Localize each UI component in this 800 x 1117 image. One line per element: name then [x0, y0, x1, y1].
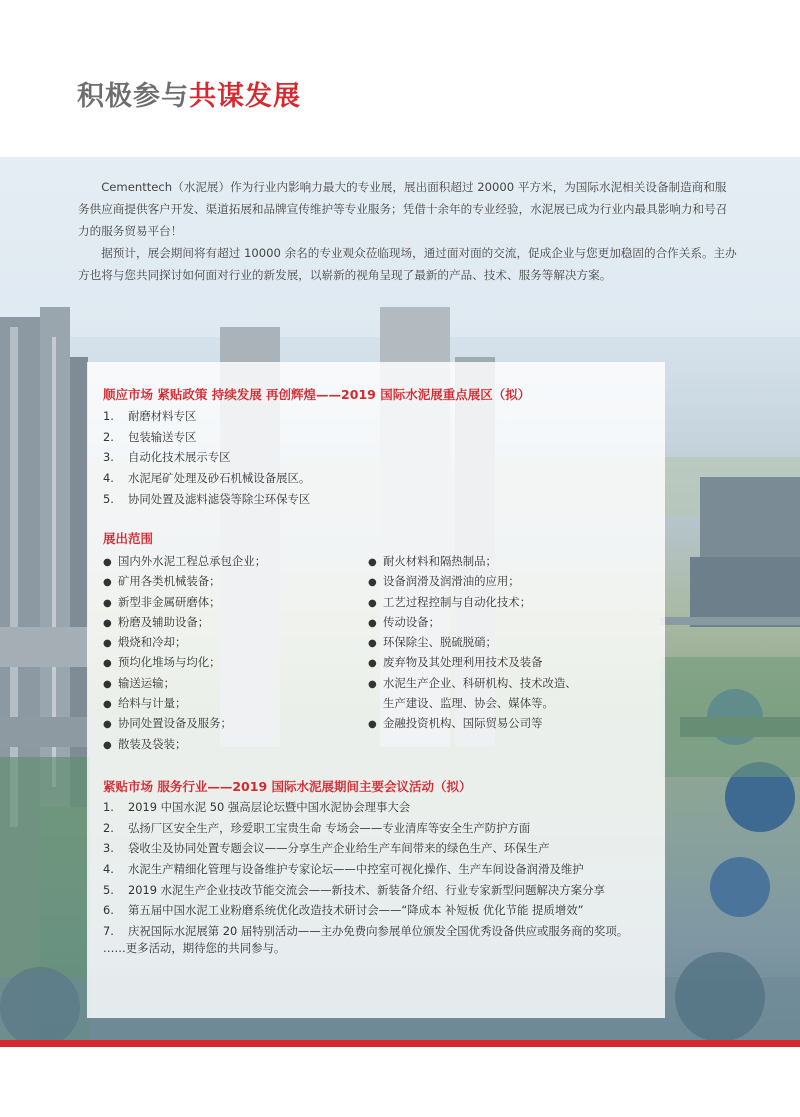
list-item: ● 水泥生产企业、科研机构、技术改造、 [368, 675, 577, 690]
list-item: ● 给料与计量； [103, 696, 187, 711]
list-item: 5. 协同处置及滤料滤袋等除尘环保专区 [103, 491, 311, 506]
list-item: 5. 2019 水泥生产企业技改节能交流会——新技术、新装备介绍、行业专家新型问题解决方案分享 [103, 882, 605, 897]
meetings-list [103, 797, 628, 942]
page-title [77, 74, 301, 113]
list-item: ● 传动设备； [368, 614, 440, 629]
list-item: ● 设备润滑及润滑油的应用； [368, 574, 520, 589]
scope-heading: 展出范围 [103, 531, 154, 546]
list-item-continued: 生产建设、监理、协会、媒体等。 [383, 696, 554, 711]
list-item: ● 废弃物及其处理利用技术及装备 [368, 655, 543, 670]
list-item: ● 煅烧和冷却； [103, 635, 187, 650]
list-item: 3. 袋收尘及协同处置专题会议——分享生产企业给生产车间带来的绿色生产、环保生产 [103, 841, 550, 856]
list-item: ● 散装及袋装； [103, 736, 187, 751]
list-item: 6. 第五届中国水泥工业粉磨系统优化改造技术研讨会——“降成本 补短板 优化节能 提质增效” [103, 903, 584, 918]
list-item: 2. 包装输送专区 [103, 429, 197, 444]
more-activities-note: ……更多活动，期待您的共同参与。 [103, 941, 286, 955]
list-item: 4. 水泥生产精细化管理与设备维护专家论坛——中控室可视化操作、生产车间设备润滑及维护 [103, 862, 584, 877]
list-item: 4. 水泥尾矿处理及砂石机械设备展区。 [103, 471, 311, 486]
intro-paragraph-1: Cementtech（水泥展）作为行业内影响力最大的专业展，展出面积超过 20000 平方米，为国际水泥相关设备制造商和服务供应商提供客户开发、渠道拓展和品牌宣传维护等专业服务；凭借十余年的专业经验，水泥展已成为行业内最具影响力和号召力的服务贸易平台！ [78, 180, 728, 238]
list-item: ● 工艺过程控制与自动化技术； [368, 594, 532, 609]
list-item: ● 国内外水泥工程总承包企业； [103, 554, 267, 568]
list-item: 1. 耐磨材料专区 [103, 409, 197, 423]
list-item: ● 矿用各类机械装备； [103, 574, 221, 589]
list-item: ● 粉磨及辅助设备； [103, 614, 210, 629]
list-item: ● 金融投资机构、国际贸易公司等 [368, 716, 543, 731]
list-item: 3. 自动化技术展示专区 [103, 450, 231, 465]
list-item: ● 预均化堆场与均化； [103, 655, 221, 670]
list-item: ● 输送运输； [103, 675, 175, 690]
title-part-red: 共谋发展 [189, 81, 301, 112]
scope-list-right [368, 551, 577, 734]
intro-text [78, 176, 738, 286]
list-item: 1. 2019 中国水泥 50 强高层论坛暨中国水泥协会理事大会 [103, 800, 411, 814]
list-item: ● 协同处置设备及服务； [103, 716, 232, 731]
list-item: ● 新型非金属研磨体； [103, 594, 221, 609]
list-item: ● 耐火材料和隔热制品； [368, 554, 497, 568]
list-item: 7. 庆祝国际水泥展第 20 届特别活动——主办免费向参展单位颁发全国优秀设备供应或服务商的奖项。 [103, 924, 629, 939]
meetings-heading: 紧贴市场 服务行业——2019 国际水泥展期间主要会议活动（拟） [103, 779, 472, 794]
list-item: ● 环保除尘、脱硫脱硝； [368, 635, 497, 650]
zones-list [103, 406, 310, 509]
zones-heading: 顺应市场 紧贴政策 持续发展 再创辉煌——2019 国际水泥展重点展区（拟） [103, 387, 531, 402]
list-item: 2. 弘扬厂区安全生产，珍爱职工宝贵生命 专场会——专业清库等安全生产防护方面 [103, 820, 531, 835]
intro-paragraph-2: 据预计，展会期间将有超过 10000 余名的专业观众莅临现场，通过面对面的交流，促成企业与您更加稳固的合作关系。主办方也将与您共同探讨如何面对行业的新发展，以崭新的视角呈现了最新的产品、技术、服务等解决方案。 [78, 246, 737, 282]
scope-list-left [103, 551, 266, 754]
bottom-accent-bar [0, 1040, 800, 1047]
title-part-grey: 积极参与 [77, 81, 189, 112]
